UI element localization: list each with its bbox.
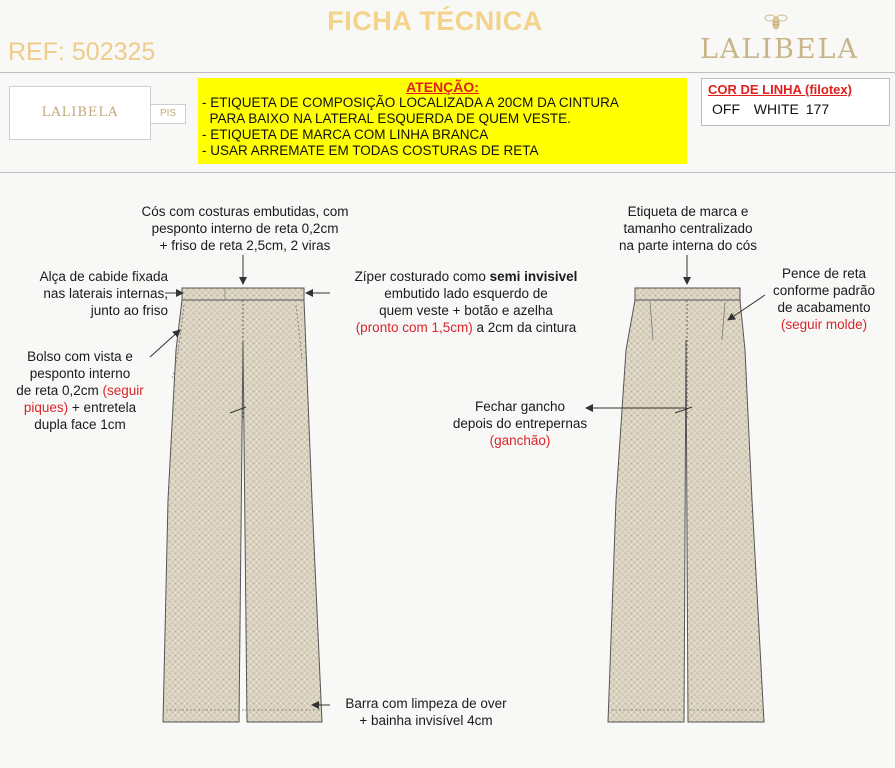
note-emphasis: semi invisivel: [489, 269, 578, 284]
note-line: quem veste + botão e azelha: [379, 303, 553, 318]
attention-line: PARA BAIXO NA LATERAL ESQUERDA DE QUEM VESTE.: [202, 111, 571, 126]
front-pants-drawing: [163, 288, 322, 722]
note-line: Fechar gancho: [474, 399, 566, 414]
note-line: embutido lado esquerdo de: [384, 286, 548, 301]
thread-color-value: OFF WHITE 177: [712, 101, 830, 117]
note-line: Pence de reta: [781, 266, 867, 281]
dart-note: [755, 265, 893, 333]
note-line: pesponto interno: [29, 366, 131, 381]
note-line: nas laterais internas,: [43, 286, 168, 301]
note-highlight: (pronto com 1,5cm): [355, 320, 473, 335]
note-line: tamanho centralizado: [623, 221, 753, 236]
hanger-note: [8, 268, 168, 319]
attention-line: - ETIQUETA DE MARCA COM LINHA BRANCA: [202, 127, 489, 142]
attention-heading: ATENÇÃO:: [406, 79, 479, 95]
label-tag: PIS: [150, 104, 186, 124]
pocket-note: [2, 348, 158, 433]
note-line: + bainha invisível 4cm: [359, 713, 493, 728]
note-line: + entretela: [68, 400, 137, 415]
page-title: FICHA TÉCNICA: [327, 6, 543, 36]
label-logo-text: LALIBELA: [41, 105, 119, 120]
zipper-note: [326, 268, 606, 336]
note-line: de acabamento: [777, 300, 871, 315]
note-line: dupla face 1cm: [34, 417, 126, 432]
thread-color-heading: COR DE LINHA (filotex): [708, 82, 852, 97]
note-line: Etiqueta de marca e: [627, 204, 749, 219]
brand-logo: LALIBELA: [700, 34, 860, 65]
note-line: a 2cm da cintura: [472, 320, 577, 335]
note-line: de reta 0,2cm: [16, 383, 103, 398]
note-highlight: (ganchão): [489, 433, 551, 448]
note-highlight: piques): [23, 400, 69, 415]
note-line: Alça de cabide fixada: [39, 269, 168, 284]
attention-line: - ETIQUETA DE COMPOSIÇÃO LOCALIZADA A 20CM DA CINTURA: [202, 95, 619, 110]
crotch-note: [430, 398, 610, 449]
reference-code: REF: 502325: [8, 38, 156, 66]
hem-note: [316, 695, 536, 729]
note-line: junto ao friso: [90, 303, 168, 318]
brand-label-note: [583, 203, 793, 254]
attention-line: - USAR ARREMATE EM TODAS COSTURAS DE RETA: [202, 143, 539, 158]
note-line: Bolso com vista e: [27, 349, 133, 364]
back-pants-drawing: [608, 288, 764, 722]
note-line: na parte interna do cós: [618, 238, 758, 253]
note-line: depois do entrepernas: [452, 416, 588, 431]
note-line: Barra com limpeza de over: [345, 696, 507, 711]
note-line: Cós com costuras embutidas, com: [141, 204, 349, 219]
waistband-note: [100, 203, 390, 254]
note-line: Zíper costurado como: [354, 269, 490, 284]
note-line: conforme padrão: [772, 283, 876, 298]
note-highlight: (seguir molde): [780, 317, 868, 332]
note-line: + friso de reta 2,5cm, 2 viras: [159, 238, 331, 253]
note-highlight: (seguir: [102, 383, 144, 398]
note-line: pesponto interno de reta 0,2cm: [151, 221, 339, 236]
